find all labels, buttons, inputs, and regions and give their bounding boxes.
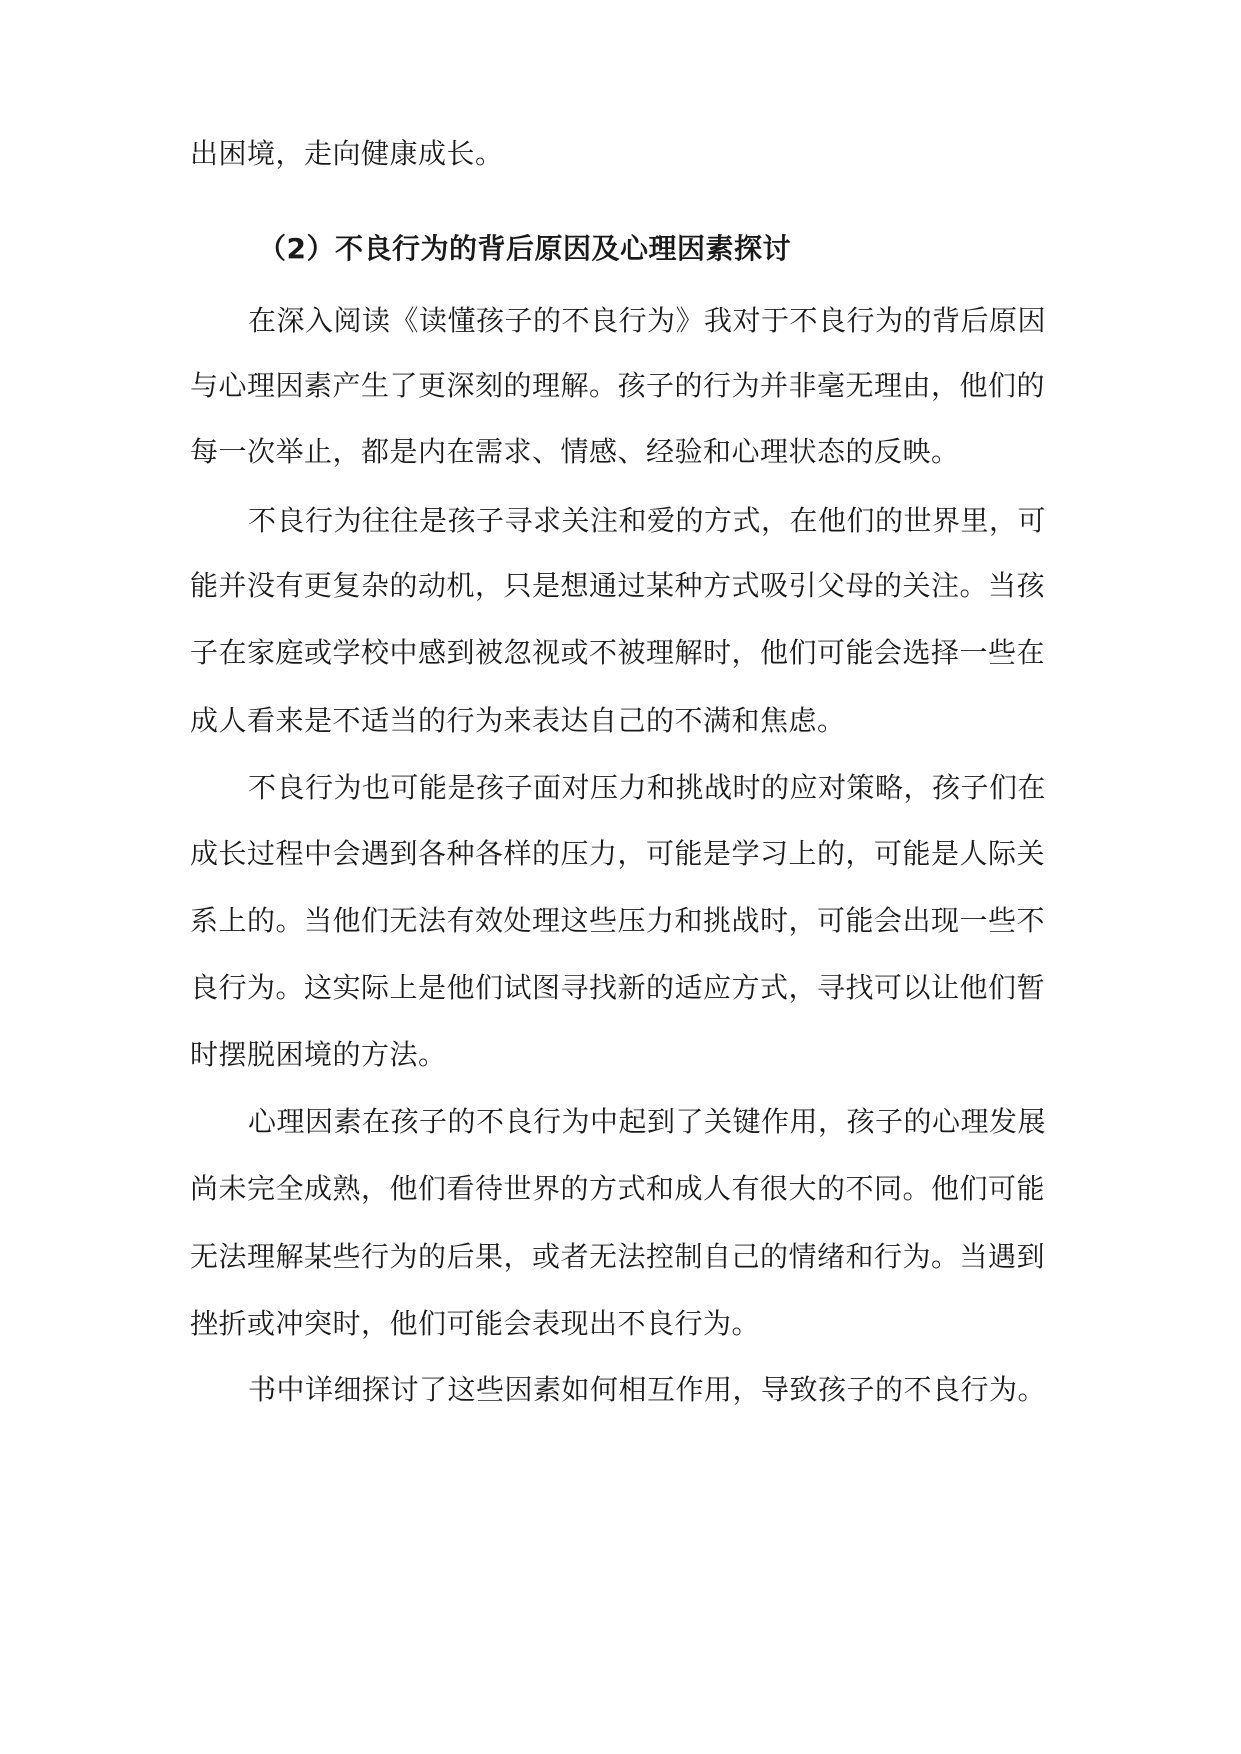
paragraph-3-line-4: 良行为。这实际上是他们试图寻找新的适应方式，寻找可以让他们暂	[190, 971, 1046, 1004]
paragraph-3-line-3: 系上的。当他们无法有效处理这些压力和挑战时，可能会出现一些不	[190, 904, 1046, 937]
paragraph-3-line-2: 成长过程中会遇到各种各样的压力，可能是学习上的，可能是人际关	[190, 837, 1046, 870]
paragraph-2-line-2: 能并没有更复杂的动机，只是想通过某种方式吸引父母的关注。当孩	[190, 569, 1046, 602]
paragraph-3-line-1: 不良行为也可能是孩子面对压力和挑战时的应对策略，孩子们在	[248, 771, 1047, 804]
paragraph-5-line-1: 书中详细探讨了这些因素如何相互作用，导致孩子的不良行为。	[248, 1373, 1047, 1406]
paragraph-2-line-1: 不良行为往往是孩子寻求关注和爱的方式，在他们的世界里，可	[248, 504, 1047, 537]
paragraph-4-line-1: 心理因素在孩子的不良行为中起到了关键作用，孩子的心理发展	[248, 1105, 1047, 1138]
section-heading: （2）不良行为的背后原因及心理因素探讨	[258, 232, 791, 265]
paragraph-2-line-4: 成人看来是不适当的行为来表达自己的不满和焦虑。	[190, 704, 846, 737]
paragraph-1-line-1: 在深入阅读《读懂孩子的不良行为》我对于不良行为的背后原因	[248, 304, 1047, 337]
paragraph-2-line-3: 子在家庭或学校中感到被忽视或不被理解时，他们可能会选择一些在	[190, 636, 1046, 669]
paragraph-continuation-line: 出困境，走向健康成长。	[190, 137, 504, 170]
paragraph-4-line-2: 尚未完全成熟，他们看待世界的方式和成人有很大的不同。他们可能	[190, 1172, 1046, 1205]
paragraph-1-line-3: 每一次举止，都是内在需求、情感、经验和心理状态的反映。	[190, 435, 960, 468]
paragraph-3-line-5: 时摆脱困境的方法。	[190, 1038, 447, 1071]
paragraph-4-line-4: 挫折或冲突时，他们可能会表现出不良行为。	[190, 1307, 761, 1340]
paragraph-4-line-3: 无法理解某些行为的后果，或者无法控制自己的情绪和行为。当遇到	[190, 1240, 1046, 1273]
paragraph-1-line-2: 与心理因素产生了更深刻的理解。孩子的行为并非毫无理由，他们的	[190, 369, 1046, 402]
